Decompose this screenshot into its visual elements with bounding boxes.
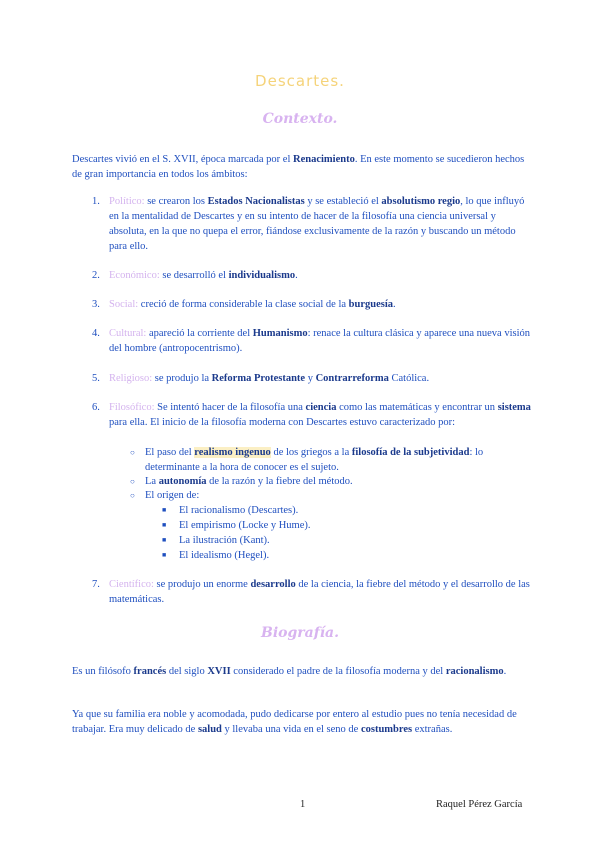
circle-bullet-icon: ○ <box>130 477 135 486</box>
item-category: Científico: <box>109 579 154 590</box>
item-number: 6. <box>92 402 100 413</box>
square-bullet-icon: ■ <box>162 551 167 559</box>
circle-bullet-icon: ○ <box>130 491 135 500</box>
highlighted-term: realismo ingenuo <box>194 447 271 458</box>
item-number: 7. <box>92 579 100 590</box>
sub-item-subjectivity: ○ El paso del realismo ingenuo de los griegos a la filosofía de la subjetividad: lo determinante a la hora de conocer es el sujeto. <box>130 447 484 473</box>
footer-author: Raquel Pérez García <box>436 799 523 810</box>
square-bullet-icon: ■ <box>162 506 167 514</box>
origin-item: ■ El idealismo (Hegel). <box>162 550 270 561</box>
item-category: Social: <box>109 299 139 310</box>
item-category: Filosófico: <box>109 402 155 413</box>
sub-item-autonomy: ○ La autonomía de la razón y la fiebre del método. <box>130 476 353 487</box>
list-item-cultural: 4. Cultural: apareció la corriente del Humanismo: renace la cultura clásica y aparece una nueva visión del hombre (antropocentrismo). <box>92 328 531 354</box>
item-number: 2. <box>92 270 100 281</box>
list-item-philosophical: 6. Filosófico: Se intentó hacer de la filosofía una ciencia como las matemáticas y encontrar un sistema para ella. El inicio de la filosofía moderna con Descartes estuvo caracterizado por: <box>92 402 531 428</box>
origin-item: ■ El empirismo (Locke y Hume). <box>162 520 311 531</box>
origin-item: ■ El racionalismo (Descartes). <box>162 505 299 516</box>
heading-context: Contexto. <box>262 111 338 127</box>
bio-paragraph: Es un filósofo francés del siglo XVII considerado el padre de la filosofía moderna y del racionalismo. <box>72 666 507 677</box>
item-category: Cultural: <box>109 328 147 339</box>
circle-bullet-icon: ○ <box>130 448 135 457</box>
heading-biography: Biografía. <box>260 625 339 641</box>
page-number: 1 <box>300 799 306 810</box>
square-bullet-icon: ■ <box>162 521 167 529</box>
item-category: Económico: <box>109 270 160 281</box>
item-number: 5. <box>92 373 100 384</box>
list-item-political: 1. Político: se crearon los Estados Nacionalistas y se estableció el absolutismo regio, lo que influyó en la mentalidad de Descartes y en su intento de hacer de la filosofía una ciencia universal y absoluta, en la que no quepa el error, fiándose exclusivamente de la razón y buscando un método para ello. <box>92 196 525 252</box>
list-item-social: 3. Social: creció de forma considerable la clase social de la burguesía. <box>92 299 396 310</box>
item-category: Religioso: <box>109 373 153 384</box>
list-item-scientific: 7. Científico: se produjo un enorme desarrollo de la ciencia, la fiebre del método y el desarrollo de las matemáticas. <box>92 579 530 605</box>
list-item-economic: 2. Económico: se desarrolló el individualismo. <box>92 270 298 281</box>
square-bullet-icon: ■ <box>162 536 167 544</box>
sub-item-origin: ○ El origen de: <box>130 490 200 501</box>
item-category: Político: <box>109 196 145 207</box>
item-number: 1. <box>92 196 100 207</box>
bio-paragraph: Ya que su familia era noble y acomodada, pudo dedicarse por entero al estudio pues no tenía necesidad de trabajar. Era muy delicado de salud y llevaba una vida en el seno de costumbres extrañas. <box>72 709 517 735</box>
intro-paragraph: Descartes vivió en el S. XVII, época marcada por el Renacimiento. En este momento se sucedieron hechos de gran importancia en todos los ámbitos: <box>72 154 525 180</box>
origin-item: ■ La ilustración (Kant). <box>162 535 270 546</box>
document-title: Descartes. <box>255 72 345 90</box>
item-number: 3. <box>92 299 100 310</box>
bold-term: Renacimiento <box>293 154 355 165</box>
list-item-religious: 5. Religioso: se produjo la Reforma Protestante y Contrarreforma Católica. <box>92 373 430 384</box>
item-number: 4. <box>92 328 100 339</box>
